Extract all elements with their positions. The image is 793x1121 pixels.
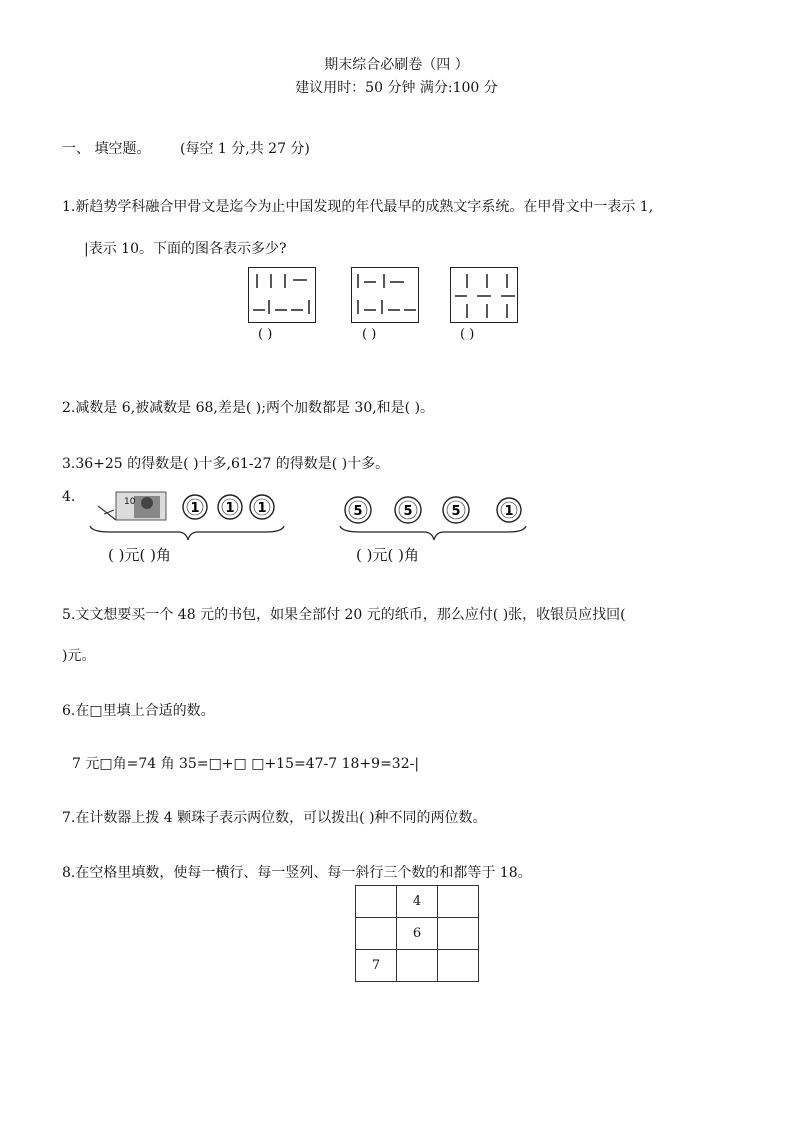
coin-value: 1 [504,504,514,519]
coin-5-jiao-icon [345,497,371,523]
q1-line1: 1.新趋势学科融合甲骨文是迄今为止中国发现的年代最早的成熟文字系统。在甲骨文中一表示 1, [62,199,654,215]
q8-text: 8.在空格里填数，使每一横行、每一竖列、每一斜行三个数的和都等于 18。 [62,865,532,881]
left-brace [90,526,284,540]
q5-line2: )元。 [62,648,96,664]
coin-1-jiao-icon [218,495,242,519]
oracle-glyphs-2 [352,268,420,324]
coin-5-jiao-icon [395,497,421,523]
coin-value: 5 [451,504,461,519]
grid-cell[interactable] [356,918,397,950]
coin-1-jiao-icon [250,495,274,519]
oracle-number-box-1 [248,267,316,323]
grid-cell[interactable] [397,950,438,982]
oracle-number-box-3 [450,267,518,323]
banknote-10-yuan-icon [98,492,166,520]
coin-value: 1 [225,501,235,516]
grid-cell: 6 [397,918,438,950]
q6-equations[interactable]: 7 元□角=74 角 35=□+□ □+15=47-7 18+9=32-| [72,756,420,772]
coin-value: 1 [190,501,200,516]
grid-cell: 4 [397,886,438,918]
coin-value: 5 [403,504,413,519]
left-coins-group [183,495,274,519]
grid-cell: 7 [356,950,397,982]
coin-1-jiao-icon [497,498,521,522]
coin-value: 5 [353,504,363,519]
q5-line1: 5.文文想要买一个 48 元的书包，如果全部付 20 元的纸币，那么应付( )张，收银员应找回( [62,607,626,623]
q1-blank-2[interactable]: ( ) [362,327,377,342]
page-subtitle: 建议用时：50 分钟 满分:100 分 [295,80,498,96]
coin-value: 1 [257,501,267,516]
oracle-glyphs-1 [249,268,317,324]
grid-cell[interactable] [438,918,479,950]
q4-left-answer[interactable]: ( )元( )角 [108,546,171,564]
q2-text: 2.减数是 6,被减数是 68,差是( );两个加数都是 30,和是( )。 [62,400,435,416]
grid-cell[interactable] [356,886,397,918]
q4-number: 4. [62,489,76,505]
coin-1-jiao-icon [183,495,207,519]
section-heading: 一、 填空题。 [62,141,151,157]
section-note: (每空 1 分,共 27 分) [180,141,310,157]
right-coins-group [345,497,521,523]
coin-5-jiao-icon [443,497,469,523]
page-title: 期末综合必刷卷（四 ） [324,57,469,73]
banknote-value: 10 [124,497,136,507]
q6-text: 6.在□里填上合适的数。 [62,703,215,719]
oracle-number-box-2 [351,267,419,323]
oracle-glyphs-3 [451,268,519,324]
q4-right-answer[interactable]: ( )元( )角 [356,546,419,564]
magic-square-grid [355,885,479,982]
q7-text: 7.在计数器上拨 4 颗珠子表示两位数，可以拨出( )种不同的两位数。 [62,810,487,826]
q3-text: 3.36+25 的得数是( )十多,61-27 的得数是( )十多。 [62,456,390,472]
q1-blank-1[interactable]: ( ) [258,327,273,342]
right-brace [340,526,526,540]
grid-cell[interactable] [438,886,479,918]
q1-blank-3[interactable]: ( ) [460,327,475,342]
grid-cell[interactable] [438,950,479,982]
q1-line2: |表示 10。下面的图各表示多少? [84,241,287,257]
